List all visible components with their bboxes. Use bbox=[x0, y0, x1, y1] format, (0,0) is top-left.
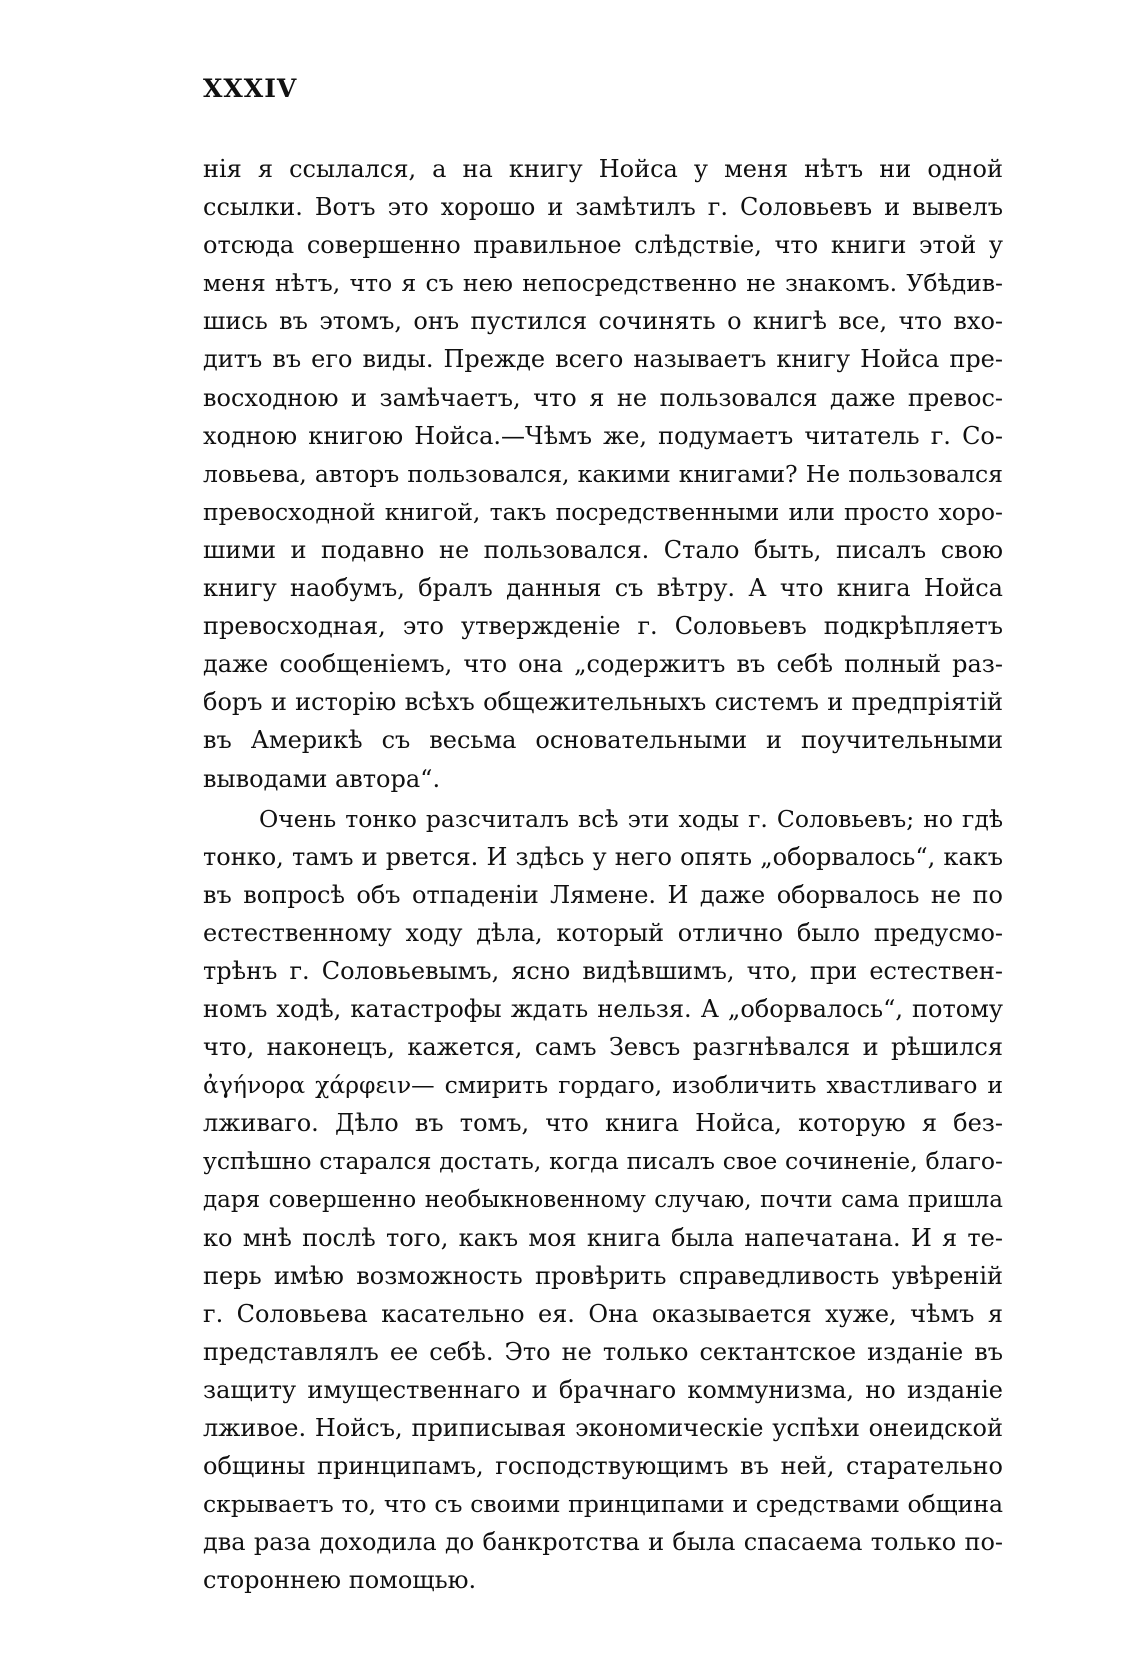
text-line: превосходная, это утвержденіе г. Соловьевъ подкрѣпляетъ bbox=[203, 612, 1003, 641]
body-text bbox=[203, 150, 1003, 1600]
text-line: въ Америкѣ съ весьма основательными и поучительными bbox=[203, 726, 1003, 755]
text-line: что, наконецъ, кажется, самъ Зевсъ разгнѣвался и рѣшился bbox=[203, 1033, 1003, 1062]
text-line: шись въ этомъ, онъ пустился сочинять о книгѣ все, что вхо- bbox=[203, 307, 1003, 336]
text-line: тонко, тамъ и рвется. И здѣсь у него опять „оборвалось“, какъ bbox=[203, 842, 1003, 871]
text-line: ловьева, авторъ пользовался, какими книгами? Не пользовался bbox=[203, 459, 1003, 488]
text-line: Очень тонко разсчиталъ всѣ эти ходы г. Соловьевъ; но гдѣ bbox=[259, 804, 1003, 833]
text-line: лживаго. Дѣло въ томъ, что книга Нойса, которую я без- bbox=[203, 1109, 1003, 1138]
page-number: XXXIV bbox=[203, 74, 298, 103]
text-line: представлялъ ее себѣ. Это не только сектантское изданіе въ bbox=[203, 1337, 1003, 1366]
text-line: г. Соловьева касательно ея. Она оказывается хуже, чѣмъ я bbox=[203, 1299, 1003, 1328]
text-line: восходною и замѣчаетъ, что я не пользовался даже превос- bbox=[203, 383, 1003, 412]
paragraph-1 bbox=[203, 150, 1003, 798]
text-line: ссылки. Вотъ это хорошо и замѣтилъ г. Соловьевъ и вывелъ bbox=[203, 193, 1003, 222]
text-line: даже сообщеніемъ, что она „содержитъ въ себѣ полный раз- bbox=[203, 650, 1003, 679]
text-line: успѣшно старался достать, когда писалъ свое сочиненіе, благо- bbox=[203, 1147, 1003, 1176]
text-line: въ вопросѣ объ отпаденіи Лямене. И даже оборвалось не по bbox=[203, 880, 1003, 909]
text-line: превосходной книгой, такъ посредственными или просто хоро- bbox=[203, 497, 1003, 526]
paragraph-2 bbox=[203, 800, 1003, 1600]
text-line: стороннею помощью. bbox=[203, 1566, 477, 1595]
text-line: скрываетъ то, что съ своими принципами и средствами община bbox=[203, 1490, 1003, 1519]
text-line: естественному ходу дѣла, который отлично было предусмо- bbox=[203, 918, 1003, 947]
text-line: дитъ въ его виды. Прежде всего называетъ книгу Нойса пре- bbox=[203, 345, 1003, 374]
text-line: два раза доходила до банкротства и была спасаема только по- bbox=[203, 1528, 1003, 1557]
text-line: нія я ссылался, а на книгу Нойса у меня нѣтъ ни одной bbox=[203, 155, 1003, 183]
text-line: боръ и исторію всѣхъ общежительныхъ системъ и предпріятій bbox=[203, 688, 1003, 717]
text-line: защиту имущественнаго и брачнаго коммунизма, но изданіе bbox=[203, 1376, 1003, 1404]
text-line: отсюда совершенно правильное слѣдствіе, что книги этой у bbox=[203, 231, 1003, 260]
text-line: ко мнѣ послѣ того, какъ моя книга была напечатана. И я те- bbox=[203, 1223, 1003, 1252]
text-line: трѣнъ г. Соловьевымъ, ясно видѣвшимъ, что, при естествен- bbox=[203, 956, 1003, 985]
text-line: общины принципамъ, господствующимъ въ ней, старательно bbox=[203, 1452, 1003, 1481]
text-line: шими и подавно не пользовался. Стало быть, писалъ свою bbox=[203, 535, 1003, 564]
text-line: ἀγήνορα χάρφειν— смирить гордаго, изобличить хвастливаго и bbox=[203, 1071, 1003, 1100]
text-line: перь имѣю возможность провѣрить справедливость увѣреній bbox=[203, 1261, 1003, 1290]
text-line: меня нѣтъ, что я съ нею непосредственно не знакомъ. Убѣдив- bbox=[203, 269, 1003, 298]
text-line: даря совершенно необыкновенному случаю, почти сама пришла bbox=[203, 1186, 1003, 1213]
text-line: лживое. Нойсъ, приписывая экономическіе успѣхи онеидской bbox=[203, 1414, 1003, 1443]
text-line: номъ ходѣ, катастрофы ждать нельзя. А „оборвалось“, потому bbox=[203, 995, 1003, 1024]
text-line: ходною книгою Нойса.—Чѣмъ же, подумаетъ читатель г. Со- bbox=[203, 421, 1003, 450]
text-line: книгу наобумъ, бралъ данныя съ вѣтру. А что книга Нойса bbox=[203, 574, 1003, 603]
text-line: выводами автора“. bbox=[203, 764, 441, 793]
